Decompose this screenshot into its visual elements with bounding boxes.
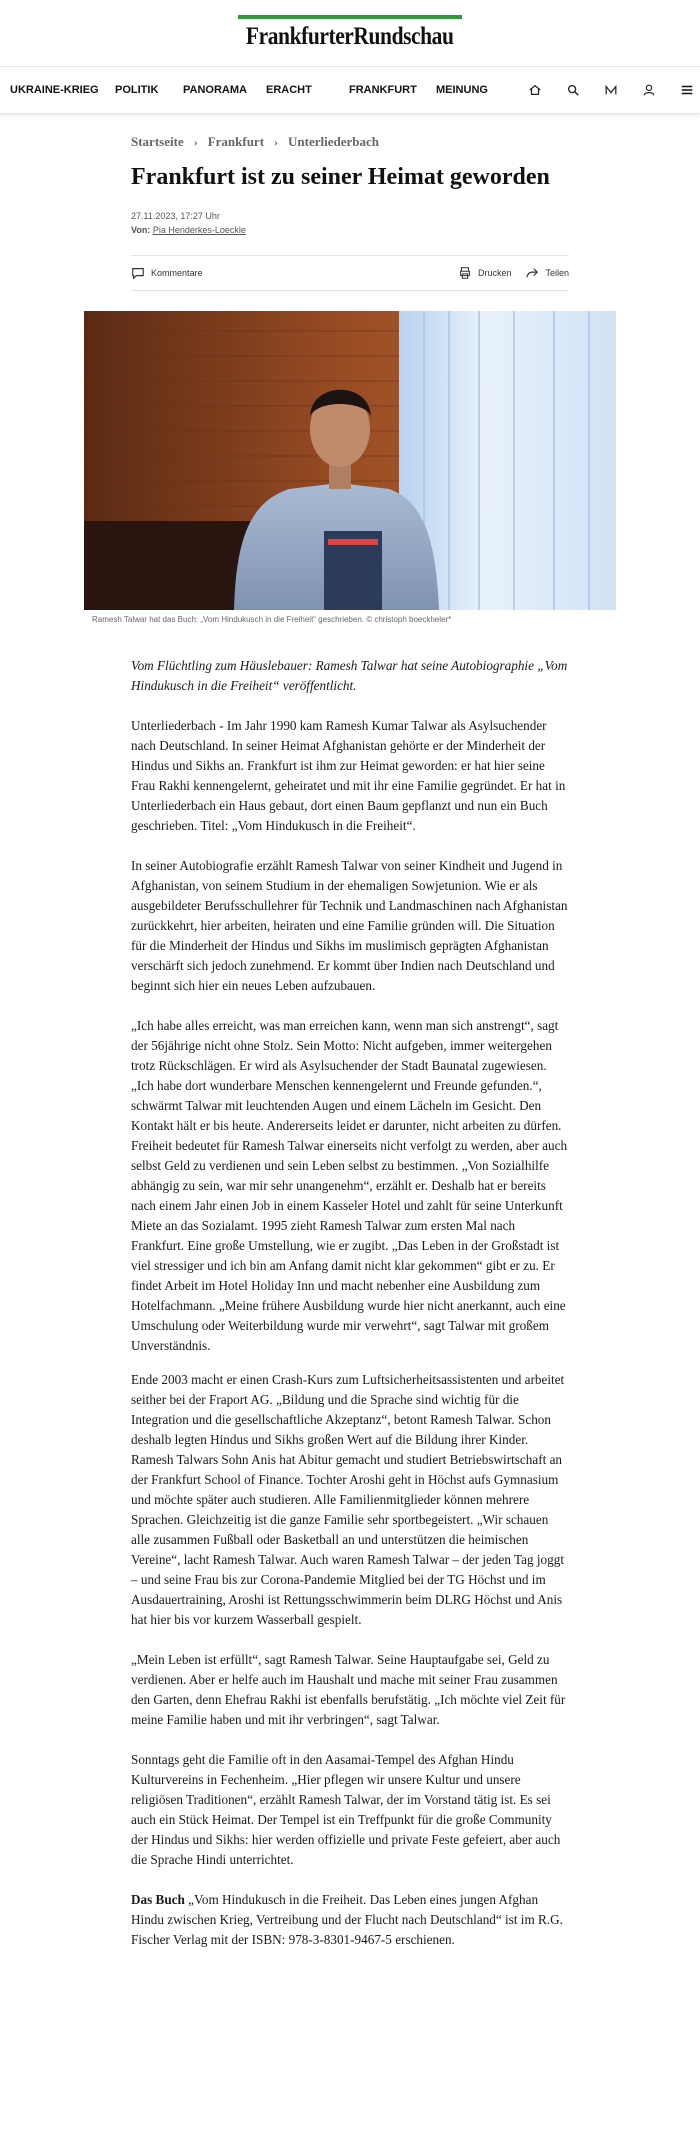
nav-item-panorama[interactable]: PANORAMA <box>183 84 247 96</box>
article-photo[interactable] <box>84 311 616 610</box>
nav-item-frankfurt[interactable]: FRANKFURT <box>349 84 417 96</box>
chevron-right-icon: › <box>274 134 279 149</box>
breadcrumb-startseite[interactable]: Startseite <box>131 134 184 149</box>
home-icon[interactable] <box>516 78 554 102</box>
paragraph: „Mein Leben ist erfüllt“, sagt Ramesh Talwar. Seine Hauptaufgabe sei, Geld zu verdienen. Aber er helfe auch im Haushalt und mache mit seiner Frau zusammen den Garten, denn Ehefrau Rakhi ist ebenfalls berufstätig. „Ich möchte viel Zeit für meine Familie haben und mit ihr verbringen“, sagt Talwar. <box>131 1652 566 1727</box>
search-icon[interactable] <box>554 78 592 102</box>
paragraph: In seiner Autobiografie erzählt Ramesh Talwar von seiner Kindheit und Jugend in Afghanistan, von seinem Studium in der ehemaligen Sowjetunion. Wie er als ausgebildeter Berufsschullehrer für Technik und Landmaschinen nach Afghanistan zurückkehrt, hier arbeiten, heiraten und eine Familie gründen will. Die Situation für die Minderheit der Hindus und Sikhs im muslimisch geprägten Afghanistan verschärft sich jedoch zunehmend. Er kommt über Indien nach Deutschland und beginnt sich hier ein neues Leben aufzubauen. <box>131 858 568 993</box>
book-paragraph <box>131 1890 569 1950</box>
comments-button[interactable] <box>131 266 203 280</box>
author-line <box>131 223 569 237</box>
breadcrumb <box>131 134 569 150</box>
article-body <box>131 656 569 1950</box>
nav-item-eracht[interactable]: ERACHT <box>266 84 312 96</box>
nav-icons <box>516 78 700 102</box>
article-figure <box>84 311 616 624</box>
nav-items <box>10 84 516 96</box>
paragraph: Unterliederbach - Im Jahr 1990 kam Ramesh Kumar Talwar als Asylsuchender nach Deutschland. In seiner Heimat Afghanistan gehörte er der Minderheit der Hindus und Sikhs an. Frankfurt ist ihm zur Heimat geworden: er hat hier seine Frau Rakhi kennengelernt, geheiratet und mit ihr eine Familie gegründet. Er hat in Unterliederbach ein Haus gebaut, dort einen Baum gepflanzt und nun ein Buch geschrieben. Titel: „Vom Hindukusch in die Freiheit“. <box>131 718 566 833</box>
paragraph: Sonntags geht die Familie oft in den Aasamai-Tempel des Afghan Hindu Kulturvereins in Fechenheim. „Hier pflegen wir unsere Kultur und unsere religiösen Traditionen“, erzählt Ramesh Talwar, der im Vorstand tätig ist. Es sei auch ein Stück Heimat. Der Tempel ist ein Treffpunkt für die große Community der Hindus und Sikhs: hier werden offizielle und private Feste gefeiert, aber auch die Sprache Hindi unterrichtet. <box>131 1752 561 1867</box>
chevron-right-icon: › <box>193 134 198 149</box>
paragraph: „Ich habe alles erreicht, was man erreichen kann, wenn man sich anstrengt“, sagt der 56jährige nicht ohne Stolz. Sein Motto: Nicht aufgeben, immer weitergehen trotz Rückschlägen. Er wird als Asylsuchender der Stadt Baunatal zugewiesen. „Ich habe dort wunderbare Menschen kennengelernt und Freunde gefunden.“, schwärmt Talwar mit leuchtenden Augen und einem Lächeln im Gesicht. Den Kontakt hält er bis heute. Andererseits leidet er darunter, nicht arbeiten zu dürfen. Freiheit bedeutet für Ramesh Talwar einerseits nicht verfolgt zu werden, aber auch selbst Geld zu verdienen und sein Leben selbst zu bestimmen. „Von Sozialhilfe abhängig zu sein, war mir sehr unangenehm“, erzählt er. Deshalb hat er bereits nach einem Jahr einen Job in einem Kasseler Hotel und zahlt für seine Unterkunft Miete an das Sozialamt. 1995 zieht Ramesh Talwar zum ersten Mal nach Frankfurt. Eine große Umstellung, wie er zugibt. „Das Leben in der Großstadt ist viel stressiger und ich bin am Anfang damit nicht klar gekommen“ gibt er zu. Er findet Arbeit im Hotel Holiday Inn und macht nebenher eine Ausbildung zum Hotelfachmann. „Meine frühere Ausbildung wurde hier nicht anerkannt, auch eine Umschulung oder Weiterbildung wurde mir verwehrt“, sagt Talwar mit großem Unverständnis. <box>131 1018 568 1353</box>
masthead <box>0 0 700 66</box>
nav-item-meinung[interactable]: MEINUNG <box>436 84 488 96</box>
site-logo[interactable]: FrankfurterRundschau <box>246 23 454 50</box>
publish-date: 27.11.2023, 17:27 Uhr <box>131 211 220 221</box>
author-link[interactable]: Pia Henderkes-Loeckle <box>152 225 246 235</box>
article-actions-right <box>444 266 569 280</box>
book-label: Das Buch <box>131 1892 185 1907</box>
article-headline: Frankfurt ist zu seiner Heimat geworden <box>131 164 550 190</box>
print-label: Drucken <box>477 268 512 278</box>
article-header <box>131 114 569 291</box>
main-navigation <box>0 66 700 114</box>
breadcrumb-frankfurt[interactable]: Frankfurt <box>207 134 265 149</box>
menu-icon[interactable] <box>668 78 700 102</box>
photo-caption: Ramesh Talwar hat das Buch: „Vom Hindukusch in die Freiheit“ geschrieben. © christoph boeckheler* <box>92 615 452 624</box>
nav-item-ukraine-krieg[interactable]: UKRAINE-KRIEG <box>10 84 99 96</box>
author-prefix: Von: <box>131 225 153 235</box>
article-lead: Vom Flüchtling zum Häuslebauer: Ramesh Talwar hat seine Autobiographie „Vom Hindukusch in die Freiheit“ veröffentlicht. <box>131 658 568 693</box>
logo-accent-bar <box>238 15 462 19</box>
breadcrumb-unterliederbach[interactable]: Unterliederbach <box>288 134 380 149</box>
share-icon <box>525 266 539 280</box>
share-button[interactable] <box>525 266 569 280</box>
article-actions <box>131 255 569 291</box>
printer-icon <box>458 266 472 280</box>
comments-label: Kommentare <box>151 268 203 278</box>
book-text: „Vom Hindukusch in die Freiheit. Das Leben eines jungen Afghan Hindu zwischen Krieg, Vertreibung und der Flucht nach Deutschland“ ist im R.G. Fischer Verlag mit der ISBN: 978-3-8301-9467-5 erschienen. <box>131 1892 563 1947</box>
print-button[interactable] <box>458 266 512 280</box>
share-label: Teilen <box>545 268 569 278</box>
article-meta <box>131 209 569 237</box>
m-icon[interactable] <box>592 78 630 102</box>
photo-illustration <box>84 311 616 610</box>
nav-item-politik[interactable]: POLITIK <box>115 84 159 96</box>
user-icon[interactable] <box>630 78 668 102</box>
paragraph: Ende 2003 macht er einen Crash-Kurs zum Luftsicherheitsassistenten und arbeitet seither bei der Fraport AG. „Bildung und die Sprache sind wichtig für die Integration und die gesellschaftliche Akzeptanz“, betont Ramesh Talwar. Schon deshalb legten Hindus und Sikhs großen Wert auf die Bildung ihrer Kinder. Ramesh Talwars Sohn Anis hat Abitur gemacht und studiert Betriebswirtschaft an der Frankfurt School of Finance. Tochter Aroshi geht in Höchst aufs Gymnasium und möchte später auch studieren. Alle Familienmitglieder können mehrere Sprachen. Gleichzeitig ist die ganze Familie sehr sportbegeistert. „Wir schauen alle zusammen Fußball oder Basketball an und unterstützen die heimischen Vereine“, lacht Ramesh Talwar. Auch waren Ramesh Talwar – der jeden Tag joggt – und seine Frau bis zur Corona-Pandemie Mitglied bei der TG Höchst und im Ausdauertraining, Aroshi ist Rettungsschwimmerin beim DLRG Höchst und Anis hat hier bis vor kurzem Wasserball gespielt. <box>131 1372 565 1627</box>
comment-icon <box>131 266 145 280</box>
